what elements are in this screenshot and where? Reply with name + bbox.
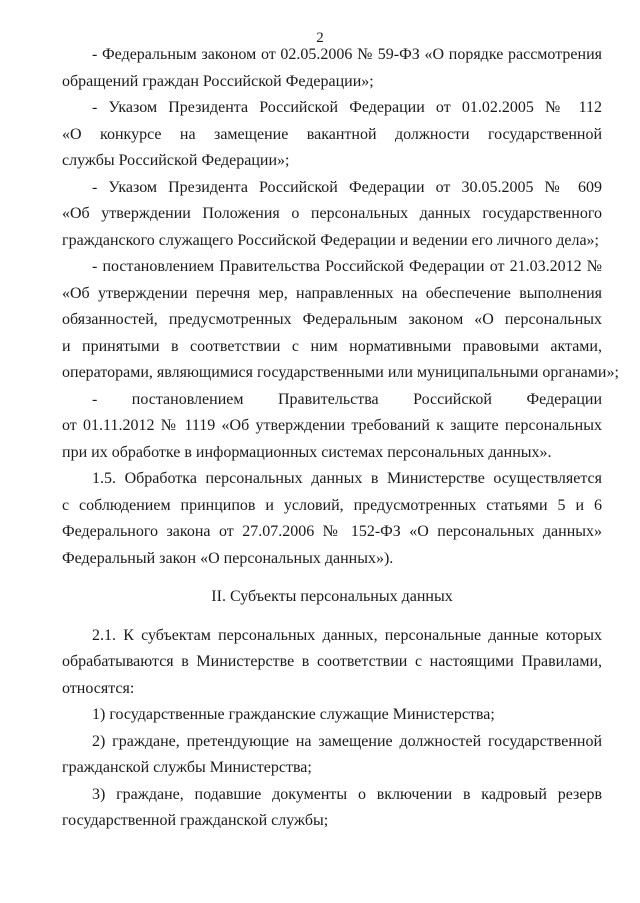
text-line: обрабатываются в Министерстве в соответствии с настоящими Правилами, <box>62 653 602 670</box>
text-line: 2.1. К субъектам персональных данных, персональные данные которых <box>92 626 602 644</box>
text-line: относятся: <box>62 679 135 697</box>
list-item: 1) государственные гражданские служащие Министерства; <box>92 706 495 723</box>
list-item: 3) граждане, подавшие документы о включении в кадровый резерв <box>92 785 602 803</box>
text-line: «Об утверждении перечня мер, направленных на обеспечение выполнения <box>62 284 602 302</box>
list-item: 2) граждане, претендующие на замещение должностей государственной <box>92 732 602 750</box>
text-line: - постановлением Правительства Российской Федерации от 21.03.2012 № <box>92 258 602 275</box>
text-line: 1.5. Обработка персональных данных в Министерстве осуществляется <box>92 470 602 487</box>
text-line: и принятыми в соответствии с ним нормативными правовыми актами, <box>62 337 602 355</box>
text-line: гражданского служащего Российской Федерации и ведении его личного дела»; <box>62 231 599 249</box>
section-title: II. Субъекты персональных данных <box>211 588 453 605</box>
text-line: от 01.11.2012 № 1119 «Об утверждении требований к защите персональных <box>62 417 602 434</box>
text-line: - постановлением Правительства Российской Федерации <box>92 390 602 408</box>
paragraph-gap <box>62 611 602 623</box>
text-line: - Федеральным законом от 02.05.2006 № 59-ФЗ «О порядке рассмотрения <box>92 46 602 63</box>
text-line: - Указом Президента Российской Федерации от 30.05.2005 № 609 <box>92 178 602 196</box>
page-number: 2 <box>316 30 324 46</box>
document-body <box>62 42 619 835</box>
paragraph-gap <box>62 572 602 584</box>
text-line: обращений граждан Российской Федерации»; <box>62 72 374 90</box>
text-line: «Об утверждении Положения о персональных данных государственного <box>62 205 602 222</box>
text-line: - Указом Президента Российской Федерации от 01.02.2005 № 112 <box>92 99 602 116</box>
text-line: службы Российской Федерации»; <box>62 152 290 169</box>
text-line: обязанностей, предусмотренных Федеральным законом «О персональных <box>62 311 602 328</box>
text-line: гражданской службы Министерства; <box>62 759 312 776</box>
text-line: с соблюдением принципов и условий, предусмотренных статьями 5 и 6 <box>62 496 602 514</box>
text-line: Федерального закона от 27.07.2006 № 152-ФЗ «О персональных данных» <box>62 523 602 540</box>
text-line: Федеральный закон «О персональных данных»). <box>62 549 394 567</box>
text-line: при их обработке в информационных системах персональных данных». <box>62 443 552 461</box>
text-line: «О конкурсе на замещение вакантной должности государственной <box>62 125 602 143</box>
text-line: государственной гражданской службы; <box>62 812 329 829</box>
text-line: операторами, являющимися государственными или муниципальными органами»; <box>62 364 619 381</box>
